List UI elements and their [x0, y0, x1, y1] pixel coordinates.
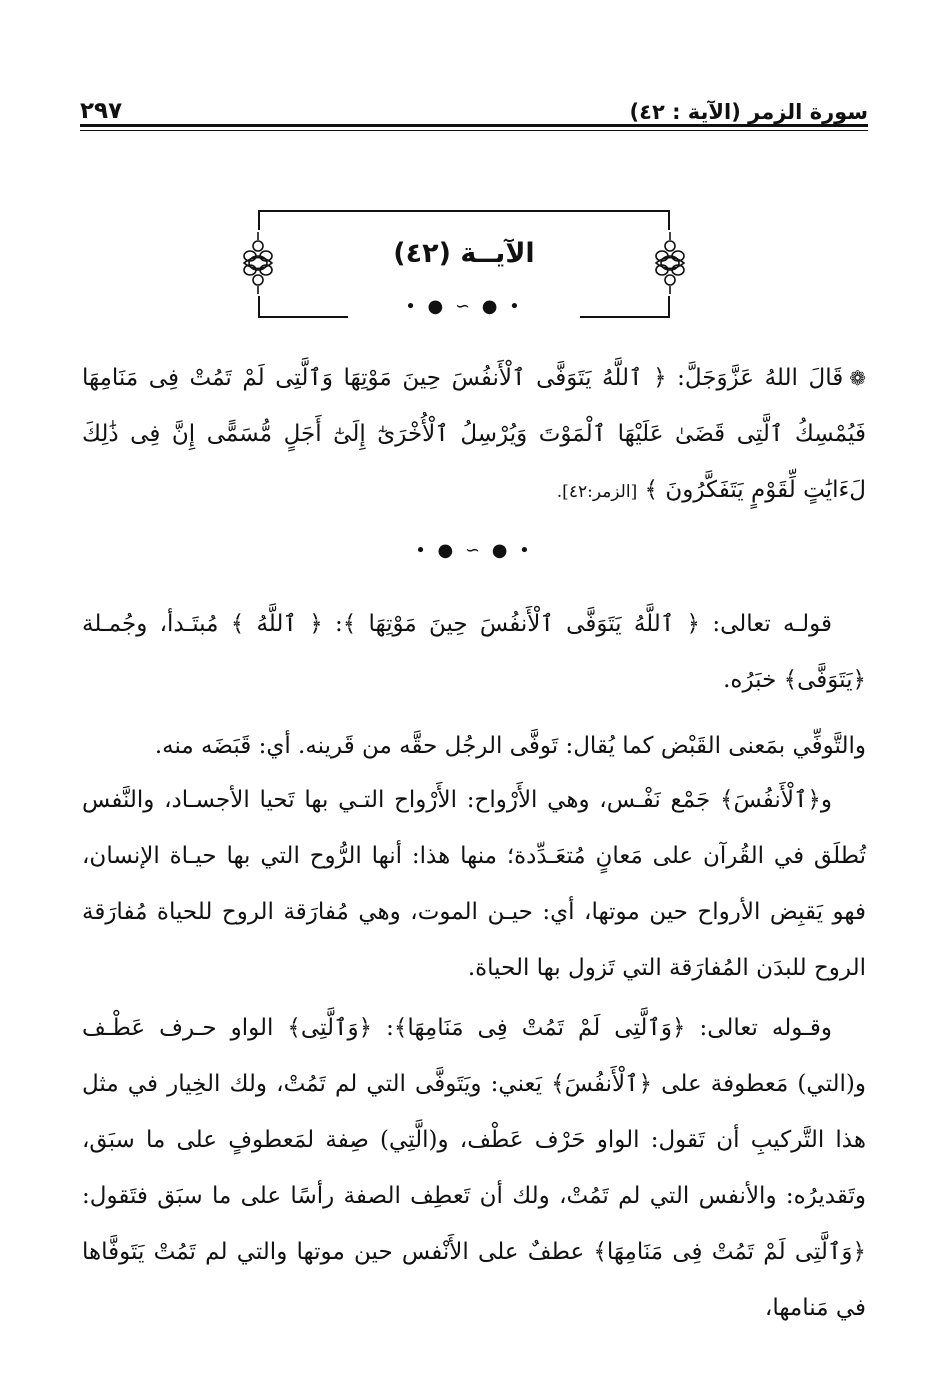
section-divider-ornament: • ● ∽ ● •: [415, 540, 533, 561]
header-rule-thick: [80, 124, 868, 127]
frame-left-line: [258, 210, 260, 230]
verse-heading: الآيــة (٤٢): [393, 238, 535, 269]
header-rule-thin: [80, 130, 868, 131]
surah-title: سورة الزمر (الآية : ٤٢): [629, 100, 868, 124]
frame-right-line: [668, 210, 670, 230]
commentary-paragraph: [82, 596, 866, 708]
running-header: [80, 84, 868, 128]
paragraph-text: و﴿ٱلْأَنفُسَ﴾ جَمْع نَفْـس، وهي الأَرْواح: الأَرْواح التـي بها تَحيا الأجسـاد، والنَّفس تُطلَق في القُرآن على مَعانٍ مُتعَـدِّدة؛ منها هذا: أنها الرُّوح التي بها حيـاة الإنسان، فهو يَقبِض الأرواح حين موتها، أي: حيـن الموت، وهي مُفارَقة الروح للحياة مُفارَقة الروح للبدَن المُفارَقة التي تَزول بها الحياة.: [82, 787, 866, 981]
commentary-paragraph: [82, 718, 866, 774]
paragraph-text: وقـوله تعالى: ﴿وَٱلَّتِى لَمْ تَمُتْ فِى مَنَامِهَا﴾: ﴿وَٱلَّتِى﴾ الواو حـرف عَطْـف و(التي) مَعطوفة على ﴿ٱلْأَنفُسَ﴾ يَعني: ويَتَوفَّى التي لم تَمُتْ، ولك الخِيار في مثل هذا التَّركيبِ أن تَقول: الواو حَرْف عَطْف، و(الَّتِي) صِفة لمَعطوفٍ على ما سبَق، وتَقديرُه: والأنفس التي لم تَمُتْ، ولك أن تَعطِف الصفة رأسًا على ما سبَق فتَقول: ﴿وَٱلَّتِى لَمْ تَمُتْ فِى مَنَامِهَا﴾ عطفٌ على الأَنْفس حين موتها والتي لم تَمُتْ يَتَوفَّاها في مَنامها،: [82, 1015, 866, 1321]
flower-marker-icon: ❁: [849, 366, 866, 390]
commentary-paragraph: [82, 772, 866, 996]
commentary-paragraph: [82, 1000, 866, 1336]
ayah-paragraph: [82, 350, 866, 520]
ayah-text: قَالَ اللهُ عَزَّوَجَلَّ: ﴿ ٱللَّهُ يَتَوَفَّى ٱلْأَنفُسَ حِينَ مَوْتِهَا وَٱلَّتِى لَمْ تَمُتْ فِى مَنَامِهَا فَيُمْسِكُ ٱلَّتِى قَضَىٰ عَلَيْهَا ٱلْمَوْتَ وَيُرْسِلُ ٱلْأُخْرَىٰٓ إِلَىٰٓ أَجَلٍ مُّسَمًّى إِنَّ فِى ذَٰلِكَ لَءَايَٰتٍ لِّقَوْمٍ يَتَفَكَّرُونَ ﴾: [82, 365, 866, 503]
verse-heading-frame: [258, 210, 670, 318]
ayah-citation: [الزمر:٤٢].: [556, 482, 638, 502]
paragraph-text: قولـه تعالى: ﴿ ٱللَّهُ يَتَوَفَّى ٱلْأَنفُسَ حِينَ مَوْتِهَا ﴾: ﴿ ٱللَّهُ ﴾ مُبتَـدأ، وجُمـلة ﴿يَتَوَفَّى﴾ خبَرُه.: [82, 611, 866, 693]
paragraph-text: والتَّوفِّي بمَعنى القَبْض كما يُقال: تَوفَّى الرجُل حقَّه من قَرينه. أي: قَبَضَه منه.: [154, 733, 866, 759]
page-number: ٢٩٧: [80, 98, 123, 124]
verse-divider-ornament: • ● ∽ ● •: [405, 296, 523, 317]
frame-top-line: [258, 210, 670, 212]
